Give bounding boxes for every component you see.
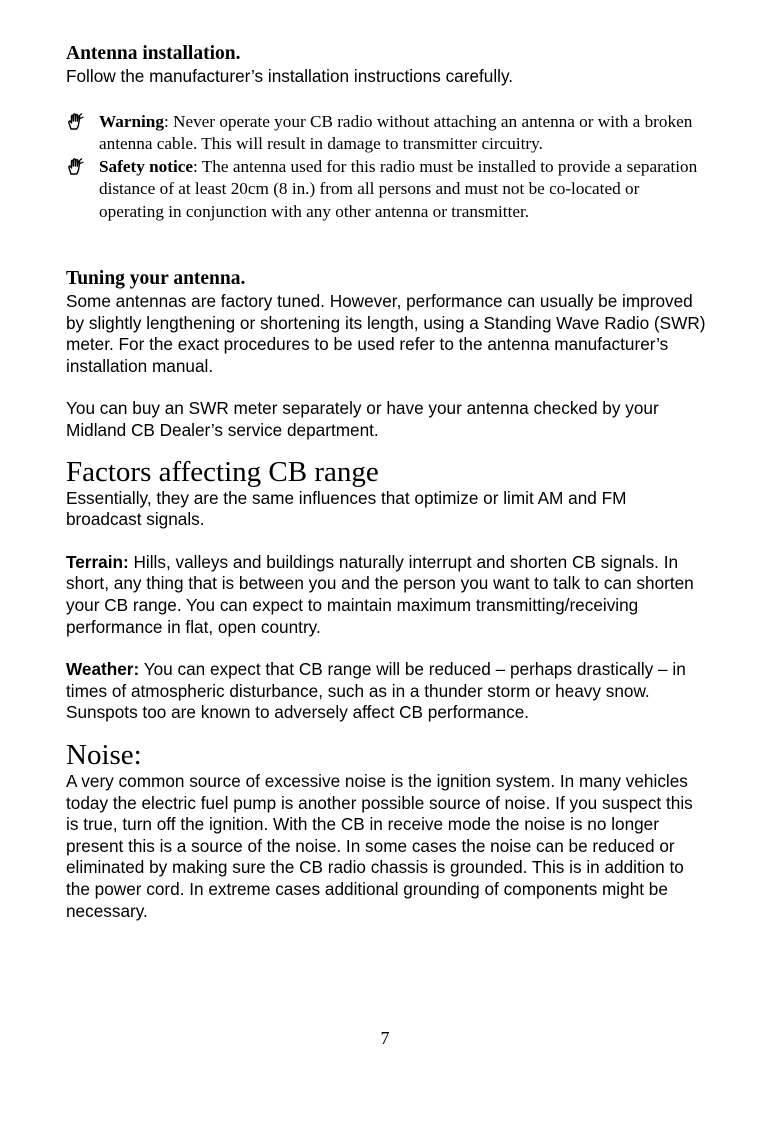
tuning-paragraph-2: You can buy an SWR meter separately or have your antenna checked by your Midland CB Dealer’s service department. bbox=[66, 398, 659, 441]
terrain-text: Hills, valleys and buildings naturally interrupt and shorten CB signals. In short, any thing that is between you and the person you want to talk to can shorten your CB range. You can expect to maintain maximum transmitting/receiving performance in flat, open country. bbox=[66, 551, 694, 637]
safety-notice bbox=[66, 156, 706, 224]
safety-notice-text: The antenna used for this radio must be installed to provide a separation distance of at least 20cm (8 in.) from all persons and must not be co-located or operating in conjunction with any other antenna or transmitter. bbox=[99, 156, 698, 221]
safety-notice-label: Safety notice bbox=[99, 156, 194, 176]
tuning-section bbox=[66, 267, 706, 442]
factors-intro: Essentially, they are the same influences that optimize or limit AM and FM broadcast signals. bbox=[66, 487, 627, 530]
warning-text: Never operate your CB radio without attaching an antenna or with a broken antenna cable. This will result in damage to transmitter circuitry. bbox=[99, 111, 693, 154]
warning-separator: : bbox=[163, 111, 174, 131]
factors-section bbox=[66, 456, 706, 724]
weather-paragraph bbox=[66, 659, 706, 724]
factors-heading: Factors affecting CB range bbox=[66, 455, 379, 488]
tuning-heading: Tuning your antenna. bbox=[66, 268, 246, 290]
terrain-paragraph bbox=[66, 552, 706, 638]
manual-page bbox=[66, 42, 706, 922]
hand-icon bbox=[66, 157, 86, 177]
tuning-paragraph-1: Some antennas are factory tuned. However, performance can usually be improved by slightly lengthening or shortening its length, using a Standing Wave Radio (SWR) meter. For the exact procedures to be used refer to the antenna manufacturer’s installation manual. bbox=[66, 291, 706, 376]
antenna-installation-section bbox=[66, 42, 706, 223]
hand-icon bbox=[66, 112, 86, 132]
weather-text: You can expect that CB range will be reduced – perhaps drastically – in times of atmospheric disturbance, such as in a thunder storm or heavy snow. Sunspots too are known to adversely affect CB performance. bbox=[66, 659, 686, 723]
antenna-installation-heading: Antenna installation. bbox=[66, 43, 241, 64]
warning-label: Warning bbox=[99, 111, 164, 131]
warning-notice bbox=[66, 111, 706, 156]
weather-label: Weather: bbox=[66, 659, 140, 680]
page-number: 7 bbox=[380, 1028, 390, 1048]
noise-paragraph: A very common source of excessive noise is the ignition system. In many vehicles today the electric fuel pump is another possible source of noise. If you suspect this is true, turn off the ignition. With the CB in receive mode the noise is no longer present this is a source of the noise. In some cases the noise can be reduced or eliminated by making sure the CB radio chassis is grounded. This is in addition to the power cord. In extreme cases additional grounding of components might be necessary. bbox=[66, 771, 693, 921]
noise-section bbox=[66, 739, 706, 922]
terrain-label: Terrain: bbox=[66, 551, 129, 572]
antenna-installation-intro: Follow the manufacturer’s installation instructions carefully. bbox=[66, 66, 514, 86]
noise-heading: Noise: bbox=[66, 739, 142, 771]
safety-notice-separator: : bbox=[193, 156, 202, 176]
